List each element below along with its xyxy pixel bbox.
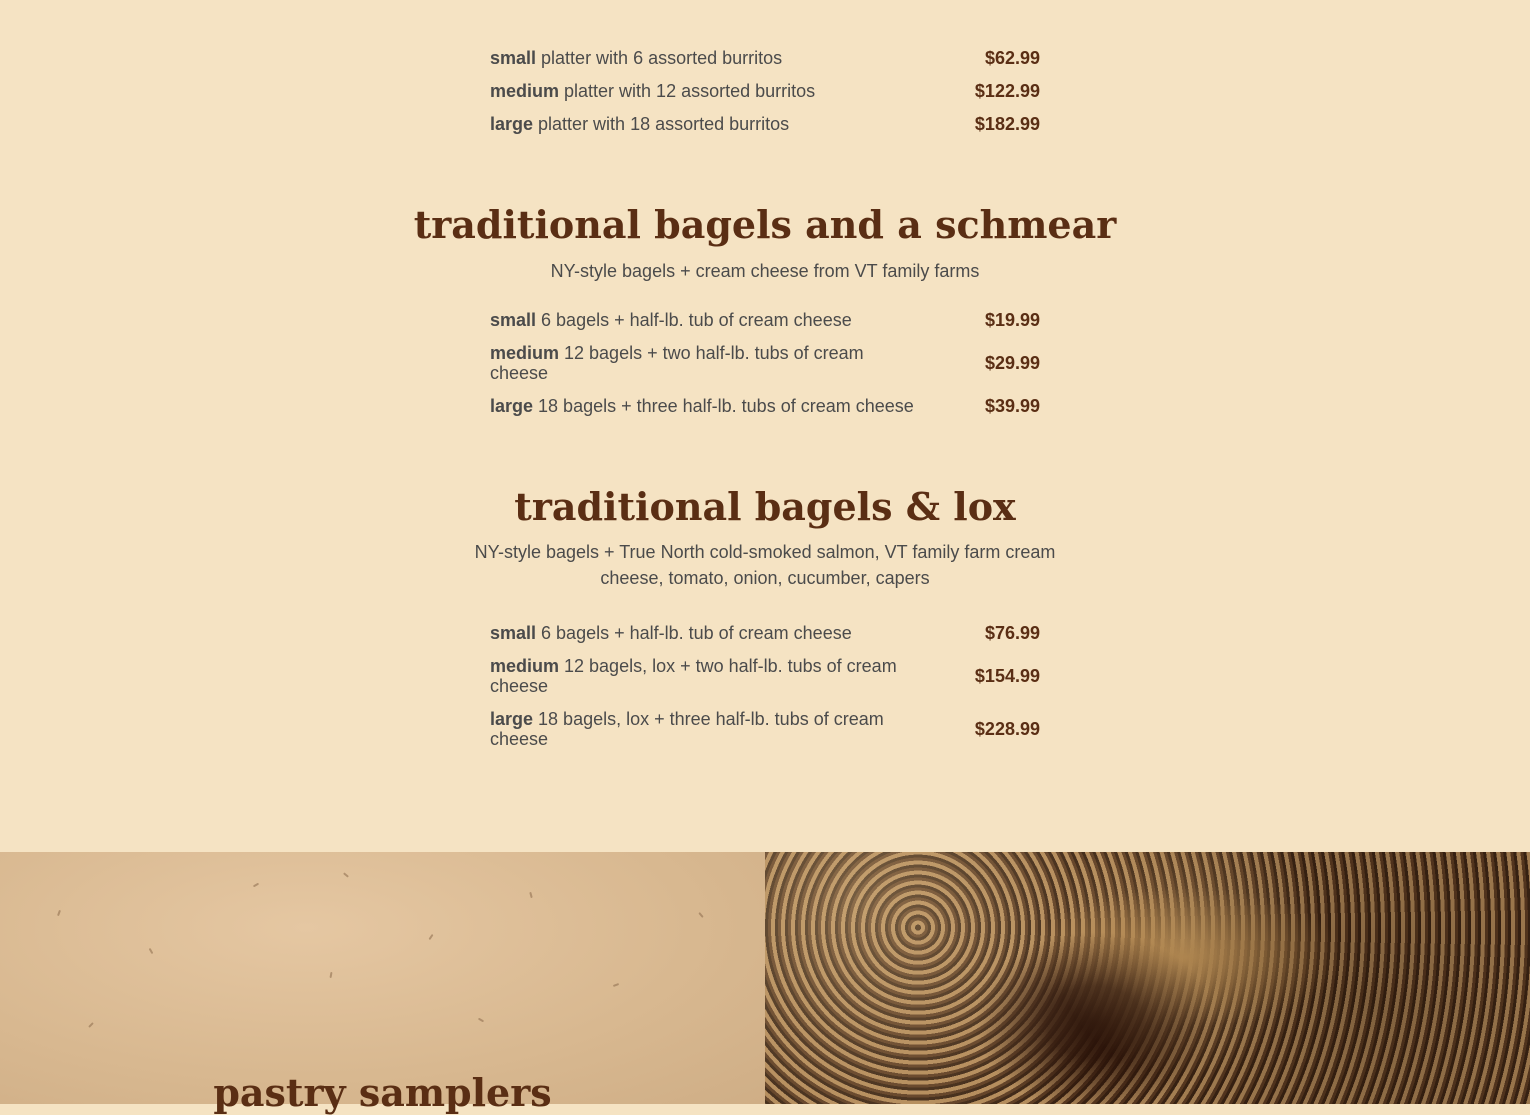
- photo-shading: [765, 852, 1530, 1104]
- paper-speck: [698, 912, 703, 918]
- item-size: medium: [490, 343, 560, 363]
- item-price: $228.99: [974, 719, 1040, 739]
- item-price: $76.99: [984, 623, 1040, 643]
- section-title-lox: traditional bagels & lox: [514, 484, 1016, 529]
- item-size: large: [490, 709, 534, 729]
- item-description: [490, 709, 925, 749]
- paper-speck: [529, 892, 532, 898]
- item-size: large: [490, 114, 534, 134]
- item-description: [490, 114, 925, 134]
- item-detail: 12 bagels, lox + two half-lb. tubs of cream cheese: [490, 656, 897, 696]
- paper-speck: [253, 883, 259, 888]
- item-description: [490, 623, 925, 643]
- paper-speck: [343, 872, 349, 877]
- section-title-pastry: pastry samplers: [213, 1070, 552, 1115]
- item-price: $19.99: [984, 310, 1040, 330]
- item-price: $154.99: [974, 666, 1040, 686]
- pastry-section: [0, 852, 1530, 1115]
- item-detail: platter with 18 assorted burritos: [533, 114, 790, 134]
- paper-speck: [329, 972, 332, 978]
- item-description: [490, 48, 925, 68]
- item-description: [490, 343, 925, 383]
- paper-speck: [149, 948, 154, 954]
- section-subtitle-schmear: NY-style bagels + cream cheese from VT family farms: [550, 261, 980, 281]
- item-detail: 12 bagels + two half-lb. tubs of cream cheese: [490, 343, 864, 383]
- item-size: medium: [490, 81, 560, 101]
- item-detail: 18 bagels, lox + three half-lb. tubs of cream cheese: [490, 709, 884, 749]
- item-detail: 6 bagels + half-lb. tub of cream cheese: [536, 310, 852, 330]
- item-description: [490, 310, 925, 330]
- item-detail: 6 bagels + half-lb. tub of cream cheese: [536, 623, 852, 643]
- item-description: [490, 396, 940, 416]
- item-size: small: [490, 623, 537, 643]
- paper-speck: [613, 983, 619, 987]
- item-detail: 18 bagels + three half-lb. tubs of cream cheese: [533, 396, 914, 416]
- item-price: $39.99: [984, 396, 1040, 416]
- paper-speck: [478, 1018, 484, 1023]
- item-detail: platter with 12 assorted burritos: [559, 81, 816, 101]
- section-title-schmear: traditional bagels and a schmear: [413, 202, 1117, 247]
- item-size: medium: [490, 656, 560, 676]
- item-description: [490, 81, 925, 101]
- item-size: large: [490, 396, 534, 416]
- paper-speck: [57, 910, 61, 916]
- item-size: small: [490, 48, 537, 68]
- paper-speck: [88, 1022, 94, 1028]
- section-subtitle-lox: NY-style bagels + True North cold-smoked salmon, VT family farm cream cheese, tomato, onion, cucumber, capers: [474, 542, 1056, 588]
- paper-texture-panel: [0, 852, 765, 1115]
- item-description: [490, 656, 925, 696]
- item-price: $62.99: [984, 48, 1040, 68]
- item-price: $122.99: [974, 81, 1040, 101]
- pastry-photo: [765, 852, 1530, 1104]
- item-price: $29.99: [984, 353, 1040, 373]
- item-size: small: [490, 310, 537, 330]
- paper-speck: [428, 934, 433, 940]
- item-price: $182.99: [974, 114, 1040, 134]
- item-detail: platter with 6 assorted burritos: [536, 48, 783, 68]
